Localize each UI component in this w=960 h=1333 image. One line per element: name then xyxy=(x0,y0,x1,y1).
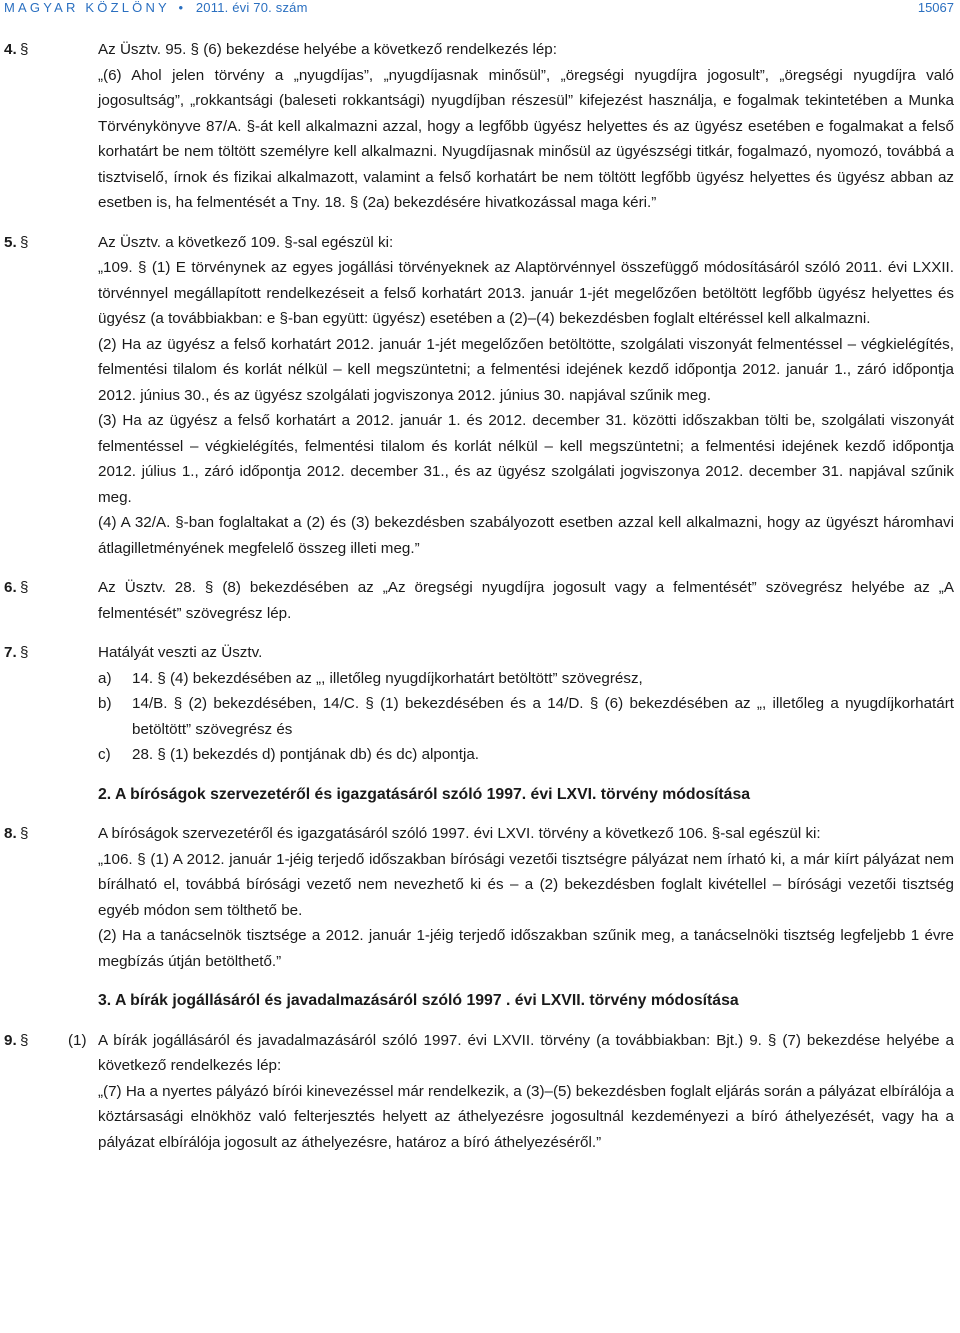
section-5 xyxy=(4,230,954,562)
section-heading: 3. A bírák jogállásáról és javadalmazásáról szóló 1997 . évi LXVII. törvény módosítása xyxy=(98,992,739,1009)
section-6 xyxy=(4,575,954,626)
paragraph: Az Üsztv. 95. § (6) bekezdése helyébe a következő rendelkezés lép: xyxy=(98,41,557,58)
paragraph: „109. § (1) E törvénynek az egyes jogállási törvényeknek az Alaptörvénnyel összefüggő módosításáról szóló 2011. évi LXXII. törvénnyel megállapított rendelkezéseit a felső korhatárt 2013. január 1-jét megelőzően betöltött legfőbb ügyész helyettes és ügyész (a továbbiakban: e §-ban együtt: ügyész) esetében a (2)–(4) bekezdésben foglalt eltéréssel kell alkalmazni. xyxy=(98,259,954,327)
section-number: 4. xyxy=(4,41,17,58)
paragraph: (4) A 32/A. §-ban foglaltakat a (2) és (3) bekezdésben szabályozott esetben azzal kell alkalmazni, hogy az ügyészt háromhavi átlagilletményének megfelelő összeg illeti meg.” xyxy=(98,514,954,557)
section-sign: § xyxy=(20,579,29,596)
section-9 xyxy=(4,1028,954,1156)
paragraph: (2) Ha az ügyész a felső korhatárt 2012. január 1-jét megelőzően betöltötte, szolgálati viszonyát felmentéssel – végkielégítés, felmentési tilalom és korlát nélkül – kell megszüntetni; a felmentési idejének kezdő időpontja 2012. január 1., záró időpontja 2012. június 30., és az ügyész szolgálati jogviszonya 2012. június 30. napjával szűnik meg. xyxy=(98,335,954,404)
journal-title: MAGYAR KÖZLÖNY xyxy=(4,0,170,15)
list-text: 14. § (4) bekezdésében az „, illetőleg nyugdíjkorhatárt betöltött” szövegrész, xyxy=(132,669,643,687)
list-label: b) xyxy=(98,695,112,712)
section-sign: § xyxy=(20,233,29,251)
list-text: 14/B. § (2) bekezdésében, 14/C. § (1) bekezdésében és a 14/D. § (6) bekezdésében az „, illetőleg a nyugdíjkorhatárt betöltött” szövegrész és xyxy=(132,695,954,738)
list-label: a) xyxy=(98,669,112,687)
list-item xyxy=(98,691,954,742)
header-bullet: • xyxy=(178,0,184,15)
section-sign: § xyxy=(20,1031,29,1049)
page-header xyxy=(0,0,960,20)
section-number: 8. xyxy=(4,825,17,842)
section-sign: § xyxy=(20,644,29,661)
paragraph: A bírák jogállásáról és javadalmazásáról szóló 1997. évi LXVII. törvény (a továbbiakban: Bjt.) 9. § (7) bekezdése helyébe a következő rendelkezés lép: xyxy=(98,1031,954,1074)
paragraph: (2) Ha a tanácselnök tisztsége a 2012. január 1-jéig terjedő időszakban szűnik meg, a tanácselnöki tisztség legfeljebb 1 évre megbízás útján betölthető.” xyxy=(98,927,954,970)
journal-issue: 2011. évi 70. szám xyxy=(195,0,308,15)
section-7 xyxy=(4,640,954,768)
paragraph: „106. § (1) A 2012. január 1-jéig terjedő időszakban bírósági vezetői tisztségre pályázat nem írható ki, a már kiírt pályázat nem bírálható el, továbbá bírósági vezető nem nevezhető ki és – a (2) bekezdésben foglalt kivétellel – bírósági vezetői tisztség egyéb módon sem tölthető be. xyxy=(98,850,954,919)
paragraph: (3) Ha az ügyész a felső korhatárt a 2012. január 1. és 2012. december 31. közötti időszakban tölti be, szolgálati viszonyát felmentéssel – végkielégítés, felmentési tilalom és korlát nélkül – kell megszüntetni; a felmentési idejének kezdő időpontja 2012. július 1., záró időpontja 2012. december 31., és az ügyész szolgálati jogviszonya 2012. december 31. napjával szűnik meg. xyxy=(98,412,954,506)
section-sign: § xyxy=(20,825,29,842)
section-number: 9. xyxy=(4,1031,17,1049)
section-number: 5. xyxy=(4,233,17,251)
section-sign: § xyxy=(20,41,29,58)
section-8 xyxy=(4,821,954,974)
list-text: 28. § (1) bekezdés d) pontjának db) és dc) alpontja. xyxy=(132,746,479,763)
list-item xyxy=(98,666,954,692)
list-label: c) xyxy=(98,746,111,763)
section-4 xyxy=(4,37,954,216)
document-body xyxy=(4,37,954,1155)
section-number: 6. xyxy=(4,579,17,596)
section-number: 7. xyxy=(4,644,17,661)
paragraph: Az Üsztv. a következő 109. §-sal egészül ki: xyxy=(98,233,394,251)
paragraph: Hatályát veszti az Üsztv. xyxy=(98,644,263,661)
paragraph: „(7) Ha a nyertes pályázó bírói kinevezéssel már rendelkezik, a (3)–(5) bekezdésben foglalt eljárás során a pályázat elbírálója a köztársasági elnökhöz való felterjesztés helyett az áthelyezésre jogosultnál kezdeményezi a bíró áthelyezését, vagy ha a pályázat elbírálója jogosult az áthelyezésre, határoz a bíró áthelyezéséről.” xyxy=(98,1082,954,1151)
section-heading: 2. A bíróságok szervezetéről és igazgatásáról szóló 1997. évi LXVI. törvény módosítása xyxy=(98,785,751,803)
paragraph: A bíróságok szervezetéről és igazgatásáról szóló 1997. évi LXVI. törvény a következő 106. §-sal egészül ki: xyxy=(98,825,821,842)
page-number: 15067 xyxy=(917,0,954,15)
journal-header xyxy=(4,0,308,15)
list-item xyxy=(98,742,954,768)
subsection-number: (1) xyxy=(68,1031,87,1049)
paragraph: „(6) Ahol jelen törvény a „nyugdíjas”, „nyugdíjasnak minősül”, „öregségi nyugdíjra jogosult”, „öregségi nyugdíjra való jogosultság”, „rokkantsági (baleseti rokkantsági) nyugdíjban részesül” kifejezést használja, e fogalmak tekintetében a Munka Törvénykönyve 87/A. §-át kell alkalmazni azzal, hogy a legfőbb ügyész helyettes és az ügyész esetében e fogalmakat a felső korhatárt be nem töltött személyre kell alkalmazni. Nyugdíjasnak minősül az ügyészségi titkár, fogalmazó, nyomozó, továbbá a tisztviselő, írnok és fizikai alkalmazott, valamint a felső korhatárt be nem töltött legfőbb ügyész helyettes és ügyész abban az esetben is, ha felmentését a Tny. 18. § (2a) bekezdésére hivatkozással maga kéri.” xyxy=(98,66,954,211)
paragraph: Az Üsztv. 28. § (8) bekezdésében az „Az öregségi nyugdíjra jogosult vagy a felmentését” szövegrész helyébe az „A felmentését” szövegrész lép. xyxy=(98,579,954,622)
